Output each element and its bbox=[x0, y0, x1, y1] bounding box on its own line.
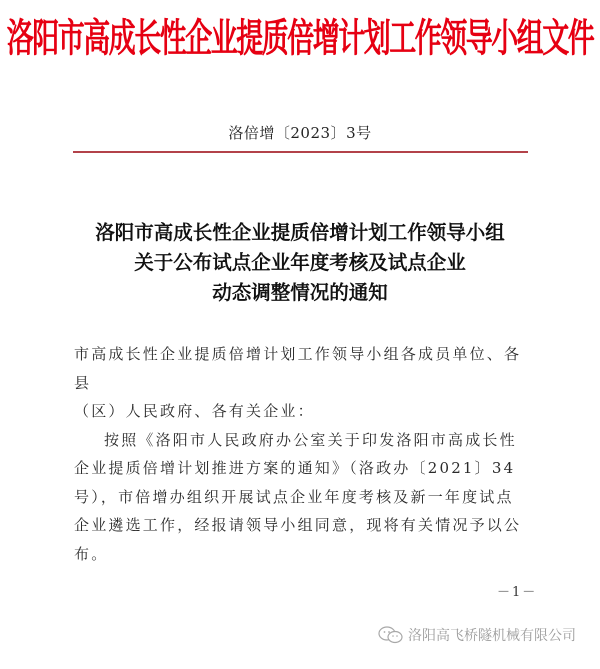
title-line-3: 动态调整情况的通知 bbox=[212, 281, 388, 304]
wechat-icon bbox=[378, 626, 404, 644]
document-number: 洛倍增〔2023〕3号 bbox=[228, 124, 372, 142]
title-line-1: 洛阳市高成长性企业提质倍增计划工作领导小组 bbox=[95, 221, 505, 244]
title-line-2: 关于公布试点企业年度考核及试点企业 bbox=[134, 251, 466, 274]
body-paragraph: 按照《洛阳市人民政府办公室关于印发洛阳市高成长性企业提质倍增计划推进方案的通知》（洛政办〔2021〕34号），市倍增办组织开展试点企业年度考核及新一年度试点企业遴选工作，经报请领导小组同意，现将有关情况予以公布。 bbox=[74, 430, 522, 563]
document-title bbox=[0, 218, 600, 308]
red-divider-rule bbox=[73, 151, 528, 153]
watermark-text: 洛阳高飞桥隧机械有限公司 bbox=[408, 628, 576, 644]
salutation-line-1: 市高成长性企业提质倍增计划工作领导小组各成员单位、各县 bbox=[74, 345, 522, 392]
document-body bbox=[74, 340, 530, 568]
salutation-line-2: （区）人民政府、各有关企业： bbox=[74, 402, 315, 420]
page-number: －1－ bbox=[497, 585, 538, 600]
document-masthead: 洛阳市高成长性企业提质倍增计划工作领导小组文件 bbox=[6, 16, 594, 62]
source-watermark bbox=[378, 625, 576, 645]
